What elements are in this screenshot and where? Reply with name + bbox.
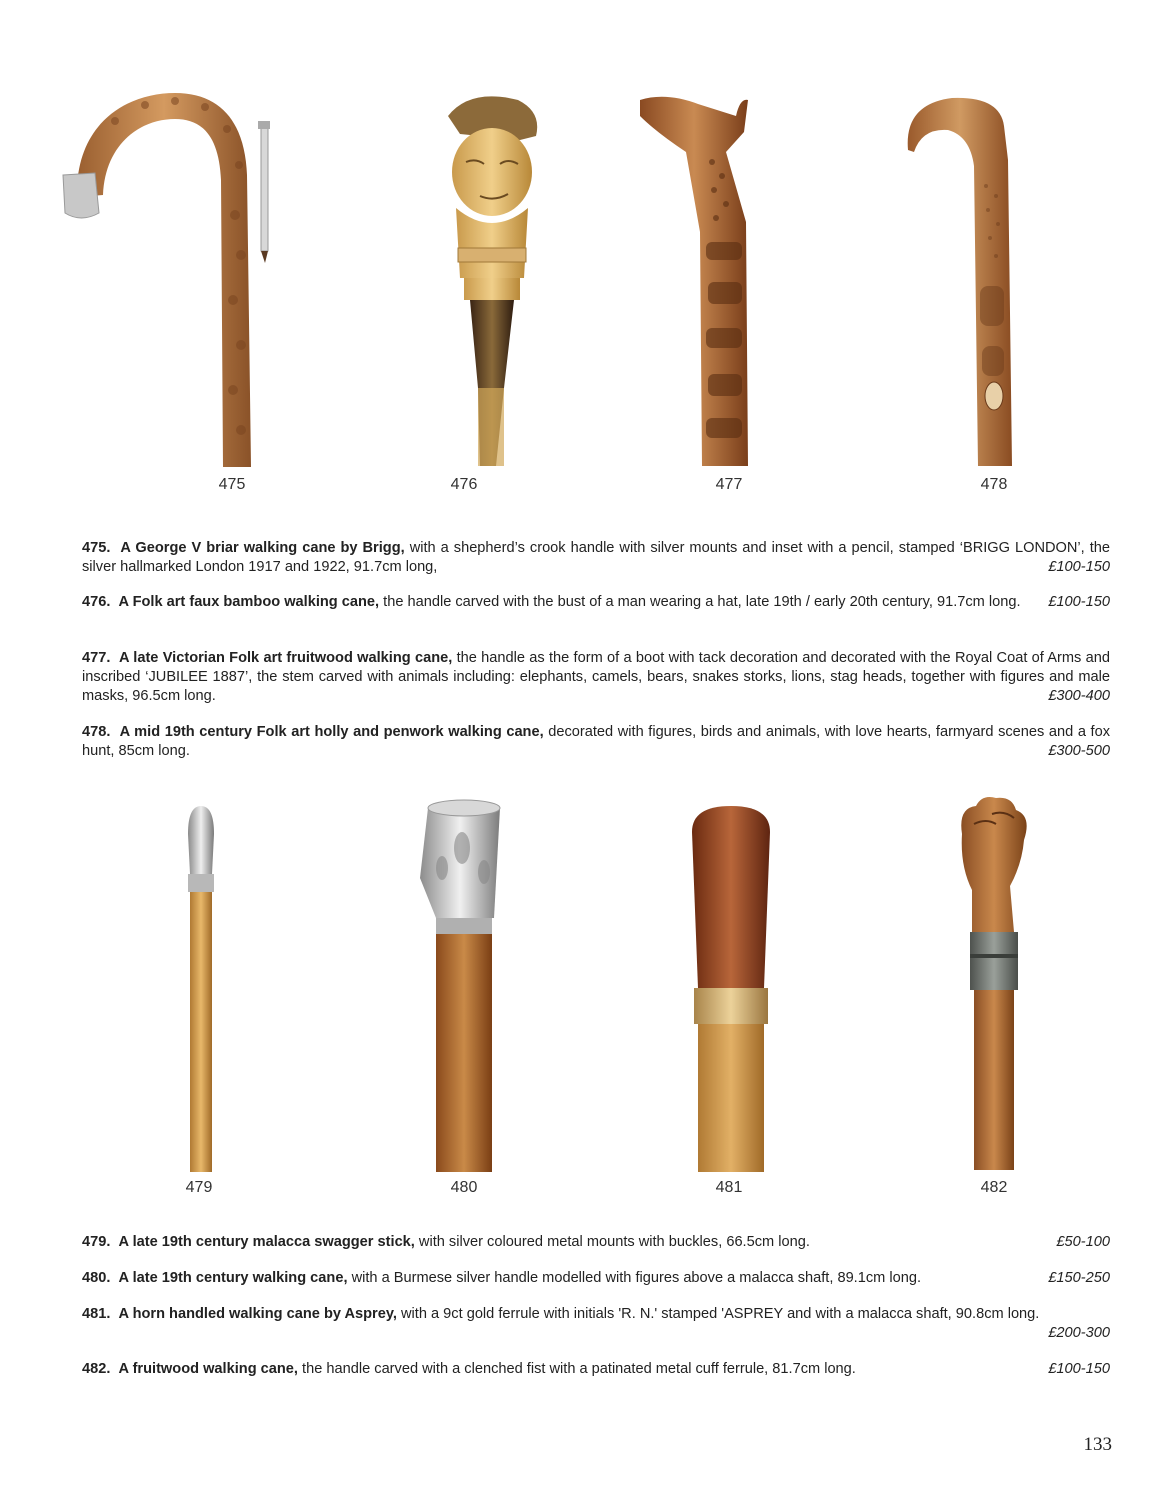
lot-description: the handle as the form of a boot with tack decoration and decorated with the Royal Coat of Arms and inscribed ‘JUBILEE 1887’, the stem carved with animals including: elephants, camels, bears, snakes storks, lions, stag heads, together with figures and male masks, 96.5cm long.	[82, 650, 1110, 704]
lot-number: 482.	[82, 1361, 111, 1377]
lot-477	[82, 649, 1110, 706]
lot-estimate: £100-150	[1048, 559, 1110, 575]
lot-description: the handle carved with the bust of a man wearing a hat, late 19th / early 20th century, 91.7cm long.	[383, 594, 1021, 610]
photo-caption: 478	[980, 476, 1008, 493]
photo-caption: 477	[715, 476, 743, 493]
lot-description: with silver coloured metal mounts with buckles, 66.5cm long.	[418, 1234, 810, 1250]
swagger-stick-image	[176, 804, 226, 1172]
lot-estimate: £100-150	[1048, 594, 1110, 610]
lot-estimate: £150-250	[1048, 1270, 1110, 1286]
lot-estimate: £300-500	[1048, 743, 1110, 759]
lot-description: decorated with figures, birds and animals, with love hearts, farmyard scenes and a fox hunt, 85cm long.	[82, 724, 1111, 759]
photo-caption: 482	[980, 1179, 1008, 1196]
lot-479	[82, 1233, 1110, 1252]
lot-estimate: £200-300	[1048, 1325, 1110, 1341]
lot-number: 480.	[82, 1270, 111, 1286]
lot-description: with a shepherd’s crook handle with silver mounts and inset with a pencil, stamped ‘BRIGG LONDON’, the silver hallmarked London 1917 and 1922, 91.7cm long,	[82, 540, 1111, 575]
photo-caption: 480	[450, 1179, 478, 1196]
lot-number: 475.	[82, 540, 111, 556]
lot-title: A George V briar walking cane by Brigg,	[120, 540, 405, 556]
lot-title: A horn handled walking cane by Asprey,	[118, 1306, 397, 1322]
fist-handle-cane-image	[952, 794, 1036, 1170]
lot-number: 479.	[82, 1234, 111, 1250]
lot-estimate: £100-150	[1048, 1361, 1110, 1377]
lot-title: A late Victorian Folk art fruitwood walking cane,	[118, 650, 453, 666]
photo-caption: 476	[450, 476, 478, 493]
lot-title: A late 19th century walking cane,	[118, 1270, 348, 1286]
page-number: 133	[1083, 1434, 1112, 1455]
lot-481	[82, 1305, 1110, 1343]
lot-title: A Folk art faux bamboo walking cane,	[118, 594, 380, 610]
lot-475	[82, 539, 1110, 577]
lot-estimate: £50-100	[1056, 1234, 1110, 1250]
lot-title: A late 19th century malacca swagger stick,	[118, 1234, 415, 1250]
lot-number: 481.	[82, 1306, 111, 1322]
photo-caption: 479	[185, 1179, 213, 1196]
lot-478	[82, 723, 1110, 761]
lot-description: with a Burmese silver handle modelled with figures above a malacca shaft, 89.1cm long.	[351, 1270, 922, 1286]
lot-number: 477.	[82, 650, 111, 666]
penwork-crook-cane-image	[900, 96, 1030, 466]
lot-title: A mid 19th century Folk art holly and penwork walking cane,	[119, 724, 544, 740]
shepherds-crook-cane-image	[55, 85, 285, 467]
lot-number: 476.	[82, 594, 111, 610]
horn-handle-cane-image	[686, 802, 776, 1172]
lot-description: with a 9ct gold ferrule with initials 'R. N.' stamped 'ASPREY and with a malacca shaft, 90.8cm long.	[401, 1306, 1040, 1322]
lot-estimate: £300-400	[1048, 688, 1110, 704]
lot-description: the handle carved with a clenched fist with a patinated metal cuff ferrule, 81.7cm long.	[302, 1361, 856, 1377]
photo-caption: 481	[715, 1179, 743, 1196]
lot-482	[82, 1360, 1110, 1379]
lot-480	[82, 1269, 1110, 1288]
photo-caption: 475	[218, 476, 246, 493]
boot-handle-cane-image	[636, 92, 766, 466]
lot-title: A fruitwood walking cane,	[118, 1361, 298, 1377]
lot-number: 478.	[82, 724, 111, 740]
carved-head-cane-image	[400, 88, 550, 466]
lot-476	[82, 593, 1110, 612]
silver-handle-cane-image	[414, 798, 514, 1172]
